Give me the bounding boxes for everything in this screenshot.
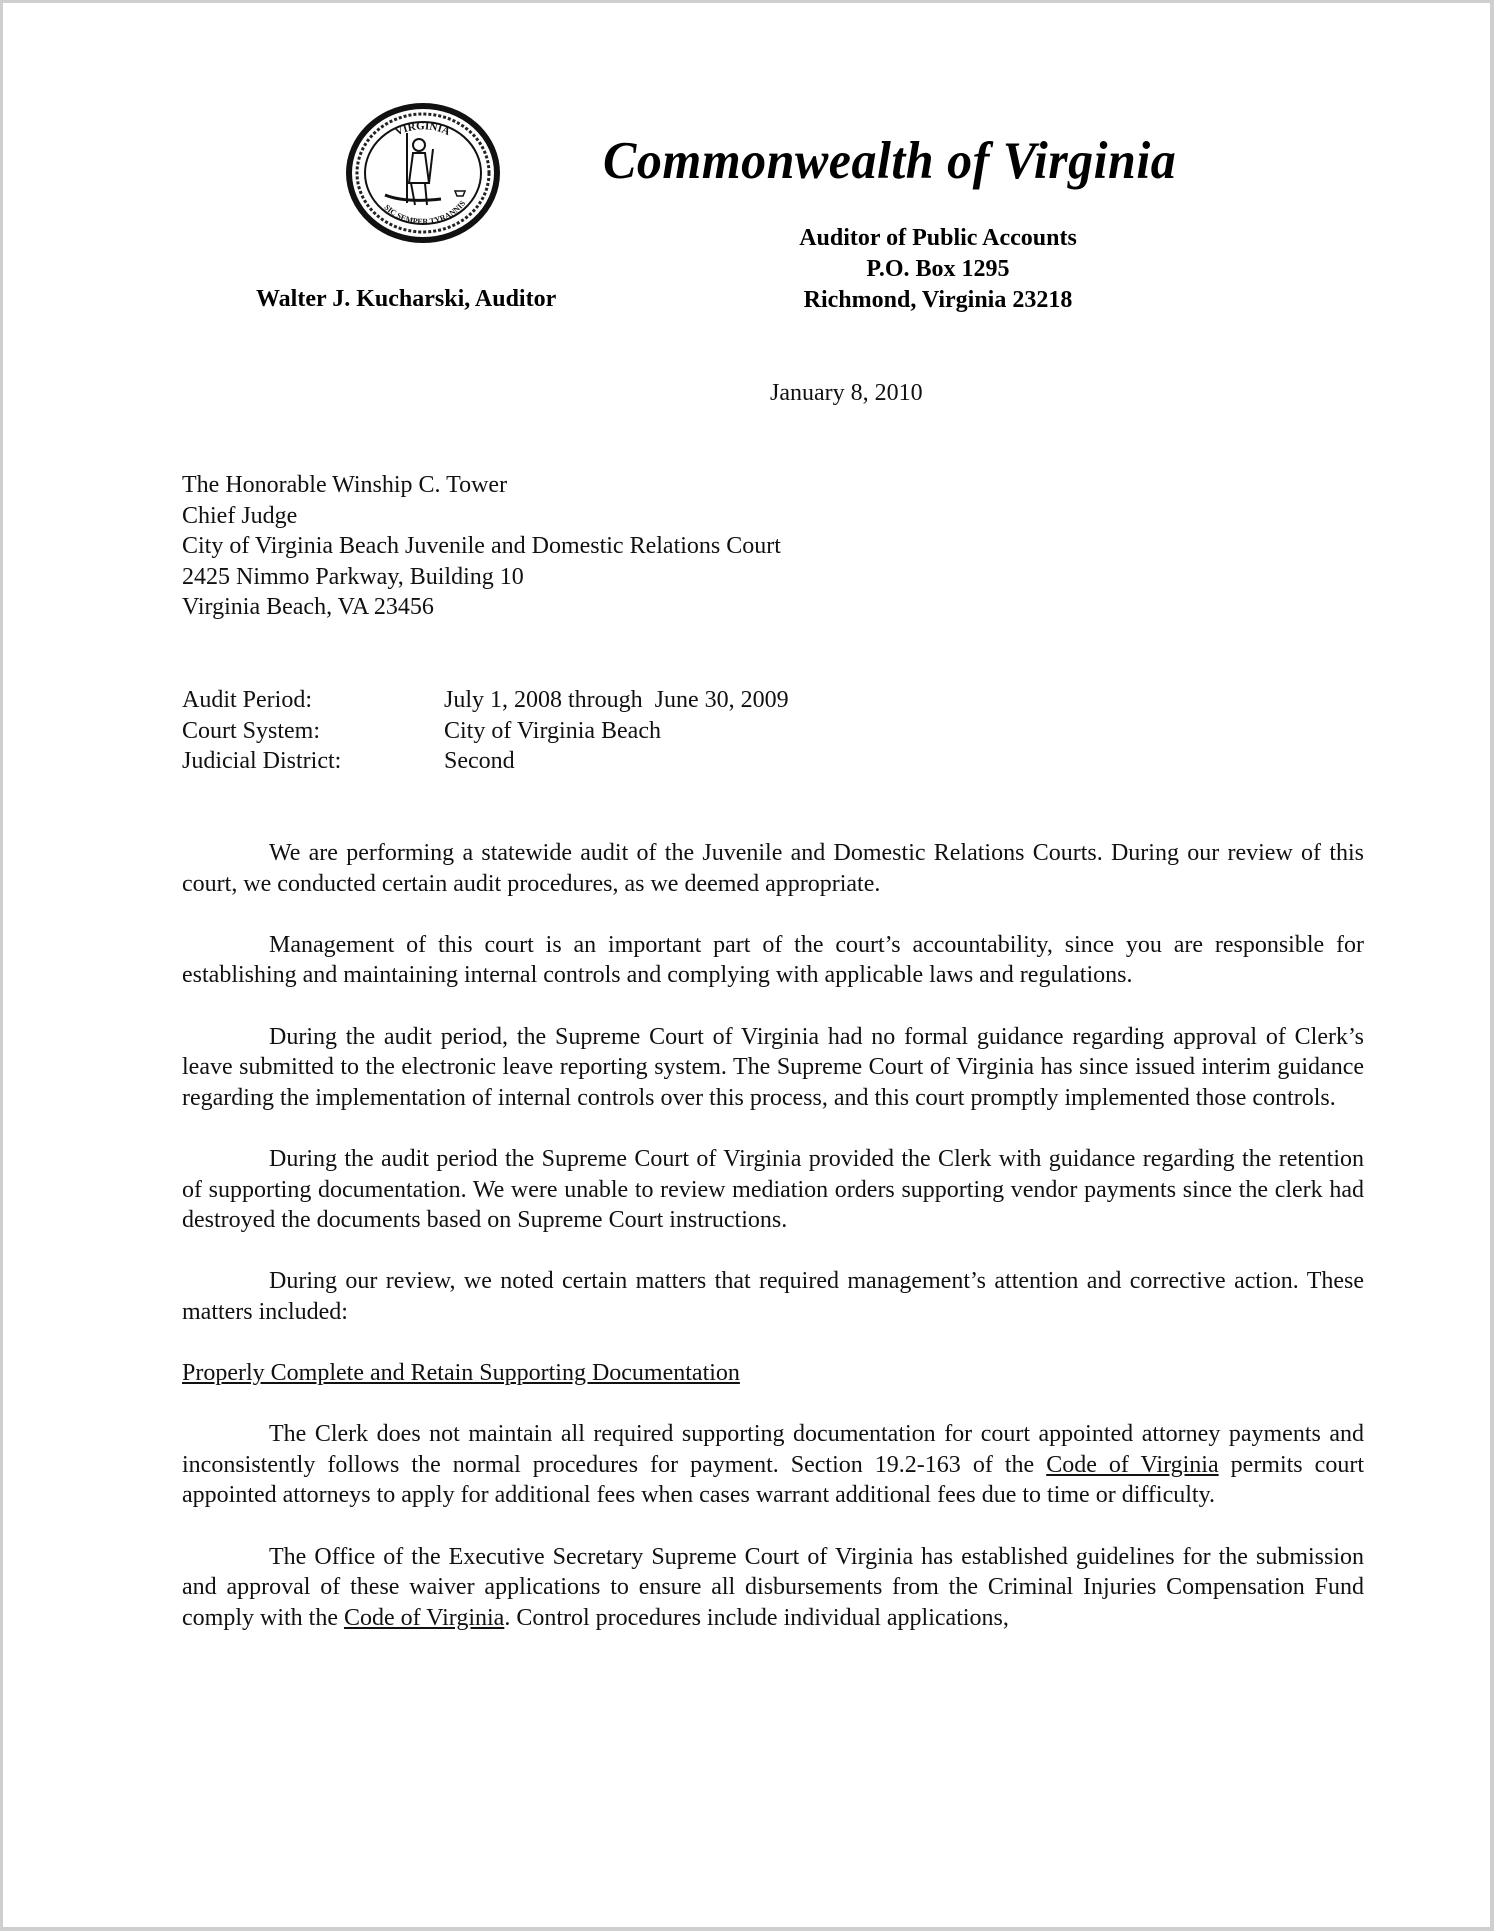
office-address — [738, 223, 1138, 316]
paragraph-waiver-guidelines — [182, 1542, 1364, 1634]
recipient-city: Virginia Beach, VA 23456 — [182, 594, 434, 620]
text-segment: The Clerk does not maintain all required supporting documentation for court appointed attorney payments and inconsistently follows the normal procedures for payment. Section 19.2-163 of the — [182, 1421, 1364, 1478]
audit-period-label: Audit Period: — [182, 687, 312, 713]
auditor-name: Walter J. Kucharski, Auditor — [256, 286, 557, 312]
recipient-court: City of Virginia Beach Juvenile and Domestic Relations Court — [182, 533, 781, 559]
paragraph-attorney-payments — [182, 1419, 1364, 1511]
recipient-title: Chief Judge — [182, 502, 298, 529]
audit-period-value: July 1, 2008 through June 30, 2009 — [444, 687, 789, 713]
office-city: Richmond, Virginia 23218 — [803, 287, 1073, 313]
text-segment: The Office of the Executive Secretary Supreme Court of Virginia has established guidelines for the submission and approval of these waiver applications to ensure all disbursements from the Criminal Injuries Compensation Fund comply with the — [182, 1543, 1364, 1631]
code-of-virginia-reference: Code of Virginia — [343, 1604, 505, 1631]
judicial-district-label: Judicial District: — [182, 748, 342, 774]
paragraph-management-responsibility: Management of this court is an important part of the court’s accountability, since you are responsible for establishing and maintaining internal controls and complying with applicable laws and regulations. — [182, 931, 1364, 989]
judicial-district-row — [182, 746, 789, 777]
court-system-value: City of Virginia Beach — [444, 717, 661, 744]
judicial-district-value: Second — [444, 748, 515, 774]
paragraph-matters-noted: During our review, we noted certain matters that required management’s attention and corrective action. These matters included: — [182, 1268, 1364, 1325]
virginia-state-seal-icon — [345, 103, 501, 243]
recipient-street: 2425 Nimmo Parkway, Building 10 — [182, 563, 524, 590]
paragraph-leave-guidance: During the audit period, the Supreme Court of Virginia had no formal guidance regarding approval of Clerk’s leave submitted to the electronic leave reporting system. The Supreme Court of Virginia has since issued interim guidance regarding the implementation of internal controls over this process, and this court promptly implemented those controls. — [182, 1023, 1364, 1111]
letterhead-title: Commonwealth of Virginia — [603, 130, 1177, 190]
office-po-box: P.O. Box 1295 — [866, 256, 1010, 282]
paragraph-document-retention: During the audit period the Supreme Court of Virginia provided the Clerk with guidance regarding the retention of supporting documentation. We were unable to review mediation orders supporting vendor payments since the clerk had destroyed the documents based on Supreme Court instructions. — [182, 1145, 1364, 1234]
audit-period-row — [182, 685, 789, 716]
office-name: Auditor of Public Accounts — [799, 225, 1077, 251]
letter-page — [3, 3, 1490, 1927]
recipient-address — [182, 470, 781, 623]
svg-text:VIRGINIA: VIRGINIA — [393, 120, 452, 139]
letter-body — [182, 838, 1364, 1664]
court-system-row — [182, 716, 789, 747]
finding-heading: Properly Complete and Retain Supporting Documentation — [182, 1360, 740, 1387]
paragraph-audit-scope: We are performing a statewide audit of the Juvenile and Domestic Relations Courts. During our review of this court, we conducted certain audit procedures, as we deemed appropriate. — [182, 840, 1364, 897]
audit-info — [182, 685, 789, 777]
svg-text:SIC SEMPER TYRANNIS: SIC SEMPER TYRANNIS — [382, 198, 468, 227]
text-segment: . Control procedures include individual applications, — [504, 1604, 1009, 1631]
court-system-label: Court System: — [182, 717, 321, 744]
recipient-name: The Honorable Winship C. Tower — [182, 472, 508, 498]
code-of-virginia-reference: Code of Virginia — [1046, 1451, 1219, 1478]
text-segment: permits court appointed attorneys to apply for additional fees when cases warrant additional fees due to time or difficulty. — [182, 1451, 1364, 1509]
letter-date: January 8, 2010 — [770, 380, 923, 406]
